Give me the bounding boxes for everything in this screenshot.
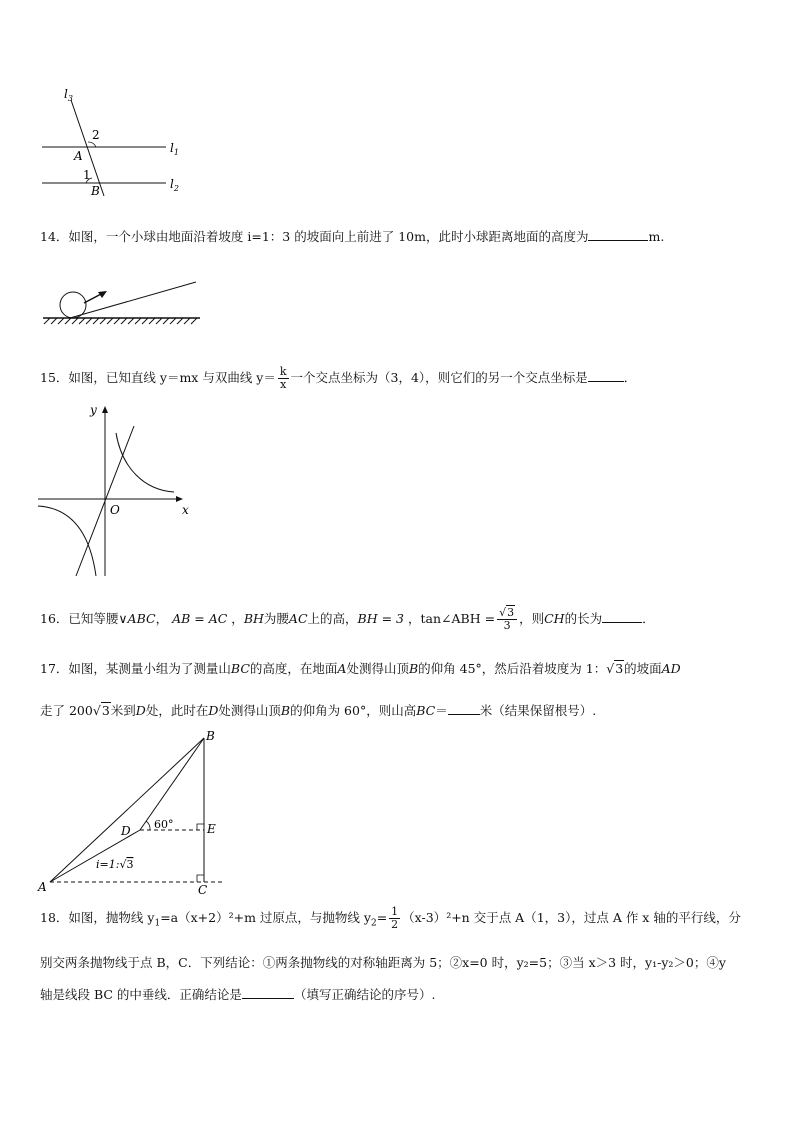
q16-eq2: BH = 3 [357,611,404,626]
q17-text: 走了 200 [40,703,93,718]
q16-text-g: ，则 [519,611,545,626]
label-c: C [198,883,208,897]
q17-sqrt-3: 3 [615,661,624,676]
label-origin: O [110,503,120,517]
q16-text-a: 16．已知等腰 [40,611,119,626]
q17-text: 处测得山顶 [218,703,281,718]
q18-text: （x-3） [402,910,447,925]
fraction-k-over-x [278,366,289,391]
q17-text: 米（结果保留根号）. [479,703,597,718]
label-angle-2: 2 [92,128,100,142]
q16-text-e: 上的高， [307,611,358,626]
label-point-b: B [91,184,100,198]
q17-sqrt-3: 3 [101,703,110,718]
question-16 [40,604,760,634]
q16-triangle: ∨ABC [118,611,156,626]
q15-text-a: 15．如图，已知直线 y＝mx 与双曲线 y＝ [40,370,276,385]
q16-ch: CH [544,611,565,626]
label-point-a: A [74,149,83,163]
question-18-line-3 [40,986,760,1004]
ball [60,292,86,318]
q18-text: 18．如图，抛物线 y [40,910,155,925]
question-17-line-1: 17．如图，某测量小组为了测量山BC的高度，在地面A处测得山顶B的仰角 45°，然后沿着坡度为 1：√3的坡面AD [40,661,681,676]
q18-subscript: 1 [154,918,161,929]
right-angle-c [197,875,204,882]
x-axis-arrow [176,496,183,502]
q17-b: B [280,703,291,718]
q16-eq1: AB = AC [172,611,228,626]
label-a: A [38,880,47,894]
hyperbola-branch-2 [38,506,96,576]
question-18-line-1 [40,904,760,938]
question-18-line-2 [40,954,760,972]
parallel-lines-figure [38,84,198,200]
label-l2: $l_2$ [170,177,179,193]
q18-text: =a（x+2） [160,910,229,925]
q17-text: 的仰角 45°，然后沿着坡度为 1： [418,661,607,676]
q17-d: D [208,703,219,718]
q16-sep-3: ， [407,611,421,626]
label-l1: $l_1$ [170,141,179,157]
right-angle-e [197,824,204,830]
q15-end: ． [623,370,637,385]
q16-ac: AC [288,611,308,626]
q17-answer-blank[interactable] [448,714,480,715]
segment-db [140,738,204,830]
q17-text: 的仰角为 60°，则山高 [290,703,417,718]
label-x: x [182,503,189,517]
q17-text: ＝ [435,703,448,718]
q17-a: A [337,661,347,676]
label-l3: $l_3$ [64,87,73,103]
label-slope: i=1:√3 [96,858,134,871]
q18-text: 轴是线段 BC 的中垂线．正确结论是 [40,987,242,1002]
q18-text: 别交两条抛物线于点 B，C．下列结论：①两条抛物线的对称轴距离为 5；②x=0 时，y₂=5；③当 x＞3 时，y₁-y₂＞0；④y [40,955,726,970]
fraction-denominator: 2 [391,918,399,931]
ground-hatching [44,318,197,324]
q17-text: 米到 [110,703,136,718]
label-angle-1: 1 [83,168,91,182]
q14-unit: m. [648,229,665,244]
fraction-1-over-2 [389,906,400,931]
q15-text-b: 一个交点坐标为（3，4），则它们的另一个交点坐标是 [290,370,588,385]
label-angle-60: 60° [154,818,174,831]
q17-text: 的坡面 [624,661,662,676]
q18-answer-blank[interactable] [242,998,294,999]
q17-ad: AD [661,661,681,676]
label-y: y [90,403,97,417]
q17-d: D [135,703,146,718]
q16-answer-blank[interactable] [602,622,642,623]
label-d: D [121,824,131,838]
q14-answer-blank[interactable] [588,240,648,241]
q16-text-h: 的长为 [564,611,603,626]
q18-text: ²+n 交于点 A（1，3），过点 A 作 x 轴的平行线，分 [446,910,741,925]
q15-answer-blank[interactable] [588,381,624,382]
fraction-numerator: k [279,365,287,378]
q17-text: 的高度，在地面 [249,661,338,676]
question-14 [40,228,760,246]
fraction-numerator: √3 [497,607,517,620]
label-b: B [206,729,215,743]
q16-tan: tan∠ABH = [420,611,496,626]
fraction-denominator: 3 [503,619,511,632]
label-e: E [207,822,216,836]
q18-text: （填写正确结论的序号）. [293,987,436,1002]
q18-subscript: 2 [370,918,377,929]
fraction-numerator: 1 [391,905,399,918]
q17-text: 处，此时在 [145,703,209,718]
hyperbola-branch-1 [116,433,174,492]
q17-text: 17．如图，某测量小组为了测量山 [40,661,231,676]
mountain-figure [34,726,234,898]
q16-sep-1: ， [155,611,169,626]
q16-text-d: 为腰 [263,611,289,626]
q17-bc: BC [230,661,250,676]
y-axis-arrow [102,406,108,413]
q16-end: ． [642,611,655,626]
q16-bh: BH [243,611,264,626]
fraction-denominator: x [280,378,287,391]
q14-text: 14．如图，一个小球由地面沿着坡度 i=1：3 的坡面向上前进了 10m，此时小球距离地面的高度为 [40,229,589,244]
ball-slope-figure [40,278,205,328]
angle-60-arc [146,821,150,830]
q16-sep-2: ， [231,611,244,626]
hyperbola-figure [34,398,204,578]
question-17-line-2: 走了 200√3米到D处，此时在D处测得山顶B的仰角为 60°，则山高BC＝ 米（结果保留根号）. [40,703,597,718]
q17-bc: BC [416,703,436,718]
q17-text: 处测得山顶 [346,661,409,676]
question-15 [40,366,760,391]
angle-2-arc [88,142,96,147]
q17-b: B [408,661,419,676]
q18-text: ²+m 过原点，与抛物线 y [228,910,371,925]
fraction-sqrt3-over-3 [497,607,517,632]
q18-text: = [376,910,388,925]
